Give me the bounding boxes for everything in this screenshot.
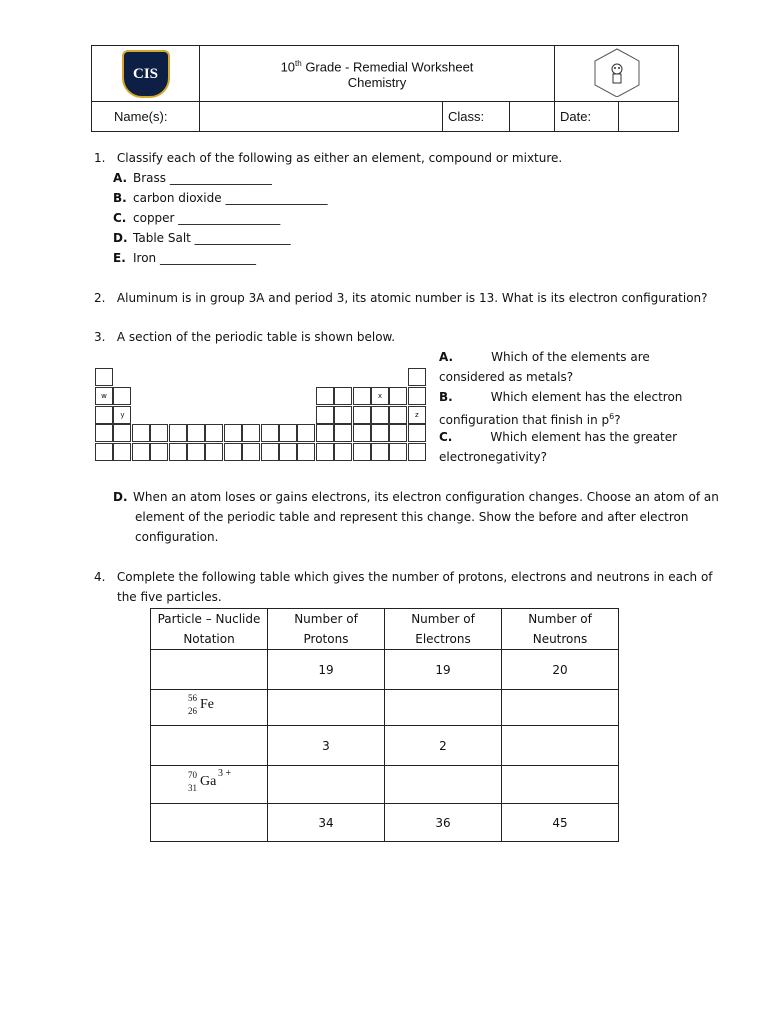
protons-cell[interactable]: [268, 690, 385, 726]
table-header-row: [151, 609, 619, 650]
element-cell: [334, 424, 352, 442]
electrons-cell[interactable]: [385, 766, 502, 804]
neutrons-cell[interactable]: [502, 766, 619, 804]
neutrons-cell[interactable]: 20: [502, 650, 619, 690]
protons-cell[interactable]: 19: [268, 650, 385, 690]
notation-cell[interactable]: [151, 650, 268, 690]
element-cell: [353, 406, 371, 424]
protons-cell[interactable]: 3: [268, 726, 385, 766]
electrons-cell[interactable]: 19: [385, 650, 502, 690]
element-cell: [389, 424, 407, 442]
element-cell-w: w: [95, 387, 113, 405]
element-cell: [353, 424, 371, 442]
subject-name: Chemistry: [347, 75, 407, 91]
element-cell: [389, 387, 407, 405]
name-field[interactable]: [200, 102, 443, 132]
table-row: [151, 650, 619, 690]
table-row: [151, 804, 619, 842]
element-cell: [224, 443, 242, 461]
element-cell: [187, 443, 205, 461]
element-cell: [113, 387, 131, 405]
element-cell: [187, 424, 205, 442]
notation-cell[interactable]: [151, 726, 268, 766]
element-cell: [95, 406, 113, 424]
q3-part-c-cont: electronegativity?: [439, 450, 548, 464]
question-4: 4. Complete the following table which gives the number of protons, electrons and neutrons in each of: [94, 570, 713, 584]
element-cell: [389, 443, 407, 461]
element-cell: [150, 443, 168, 461]
element-cell: [113, 424, 131, 442]
table-row: [151, 766, 619, 804]
element-cell: [205, 443, 223, 461]
element-cell-y: y: [113, 406, 131, 424]
electrons-cell[interactable]: 2: [385, 726, 502, 766]
element-cell: [408, 443, 426, 461]
element-cell: [353, 387, 371, 405]
element-cell: [132, 424, 150, 442]
header-notation: Particle – Nuclide Notation: [151, 609, 268, 650]
question-2: 2. Aluminum is in group 3A and period 3, its atomic number is 13. What is its electron configuration?: [94, 291, 708, 305]
element-cell: [279, 443, 297, 461]
electrons-cell[interactable]: [385, 690, 502, 726]
element-cell: [297, 443, 315, 461]
element-cell: [408, 387, 426, 405]
date-label: Date:: [555, 102, 619, 132]
element-cell: [95, 424, 113, 442]
element-cell: [389, 406, 407, 424]
q1-item-e: E. Iron ________________: [113, 251, 256, 265]
date-field[interactable]: [619, 102, 679, 132]
element-cell: [297, 424, 315, 442]
question-1: 1. Classify each of the following as either an element, compound or mixture.: [94, 151, 563, 165]
q3-part-d: D. When an atom loses or gains electrons, its electron configuration changes. Choose an atom of an: [113, 490, 719, 504]
q1-item-a: A. Brass _________________: [113, 171, 272, 185]
element-cell: [334, 443, 352, 461]
table-row: [151, 726, 619, 766]
element-cell: [316, 406, 334, 424]
chemistry-icon: [555, 46, 679, 102]
protons-cell[interactable]: 34: [268, 804, 385, 842]
class-label: Class:: [443, 102, 510, 132]
element-cell: [334, 406, 352, 424]
q3-part-a: A. Which of the elements are: [439, 350, 650, 364]
q1-item-c: C. copper _________________: [113, 211, 281, 225]
element-cell: [150, 424, 168, 442]
q1-item-d: D. Table Salt ________________: [113, 231, 291, 245]
element-cell: [334, 387, 352, 405]
element-cell: [261, 443, 279, 461]
element-cell: [353, 443, 371, 461]
nuclide-ga: 70 31 Ga 3 +: [188, 768, 232, 793]
q3-part-a-cont: considered as metals?: [439, 370, 574, 384]
element-cell-x: x: [371, 387, 389, 405]
q3-part-b: B. Which element has the electron: [439, 390, 683, 404]
element-cell: [113, 443, 131, 461]
nuclide-fe: 56 26 Fe: [188, 693, 214, 716]
q3-part-d-line3: configuration.: [135, 530, 219, 544]
worksheet-header: [91, 45, 679, 132]
notation-cell: [151, 690, 268, 726]
header-neutrons: Number of Neutrons: [502, 609, 619, 650]
protons-cell[interactable]: [268, 766, 385, 804]
element-cell: [316, 387, 334, 405]
question-4-cont: the five particles.: [117, 590, 222, 604]
electrons-cell[interactable]: 36: [385, 804, 502, 842]
periodic-table-section: [95, 368, 427, 468]
element-cell: [279, 424, 297, 442]
element-cell: [371, 424, 389, 442]
school-logo: [92, 46, 200, 102]
element-cell: [371, 443, 389, 461]
q3-part-c: C. Which element has the greater: [439, 430, 678, 444]
class-field[interactable]: [510, 102, 555, 132]
neutrons-cell[interactable]: [502, 726, 619, 766]
element-cell: [95, 368, 113, 386]
element-cell: [169, 443, 187, 461]
q1-item-b: B. carbon dioxide _________________: [113, 191, 328, 205]
element-cell: [316, 424, 334, 442]
question-3: 3. A section of the periodic table is shown below.: [94, 330, 396, 344]
element-cell: [371, 406, 389, 424]
element-cell: [205, 424, 223, 442]
worksheet-title: 10th Grade - Remedial Worksheet Chemistry: [200, 46, 555, 102]
notation-cell: [151, 766, 268, 804]
element-cell: [224, 424, 242, 442]
neutrons-cell[interactable]: 45: [502, 804, 619, 842]
element-cell: [261, 424, 279, 442]
name-label: Name(s):: [92, 102, 200, 132]
element-cell: [316, 443, 334, 461]
neutrons-cell[interactable]: [502, 690, 619, 726]
element-cell: [169, 424, 187, 442]
particles-table: [150, 608, 619, 842]
table-row: [151, 690, 619, 726]
q3-part-b-cont: configuration that finish in $p^6$?: [439, 412, 621, 427]
q3-part-d-line2: element of the periodic table and represent this change. Show the before and after electron: [135, 510, 689, 524]
element-cell: [408, 368, 426, 386]
logo-emblem: CIS: [122, 50, 170, 98]
element-cell: [95, 443, 113, 461]
header-electrons: Number of Electrons: [385, 609, 502, 650]
header-protons: Number of Protons: [268, 609, 385, 650]
element-cell: [242, 424, 260, 442]
element-cell: [132, 443, 150, 461]
notation-cell[interactable]: [151, 804, 268, 842]
element-cell: [242, 443, 260, 461]
element-cell-z: z: [408, 406, 426, 424]
element-cell: [408, 424, 426, 442]
